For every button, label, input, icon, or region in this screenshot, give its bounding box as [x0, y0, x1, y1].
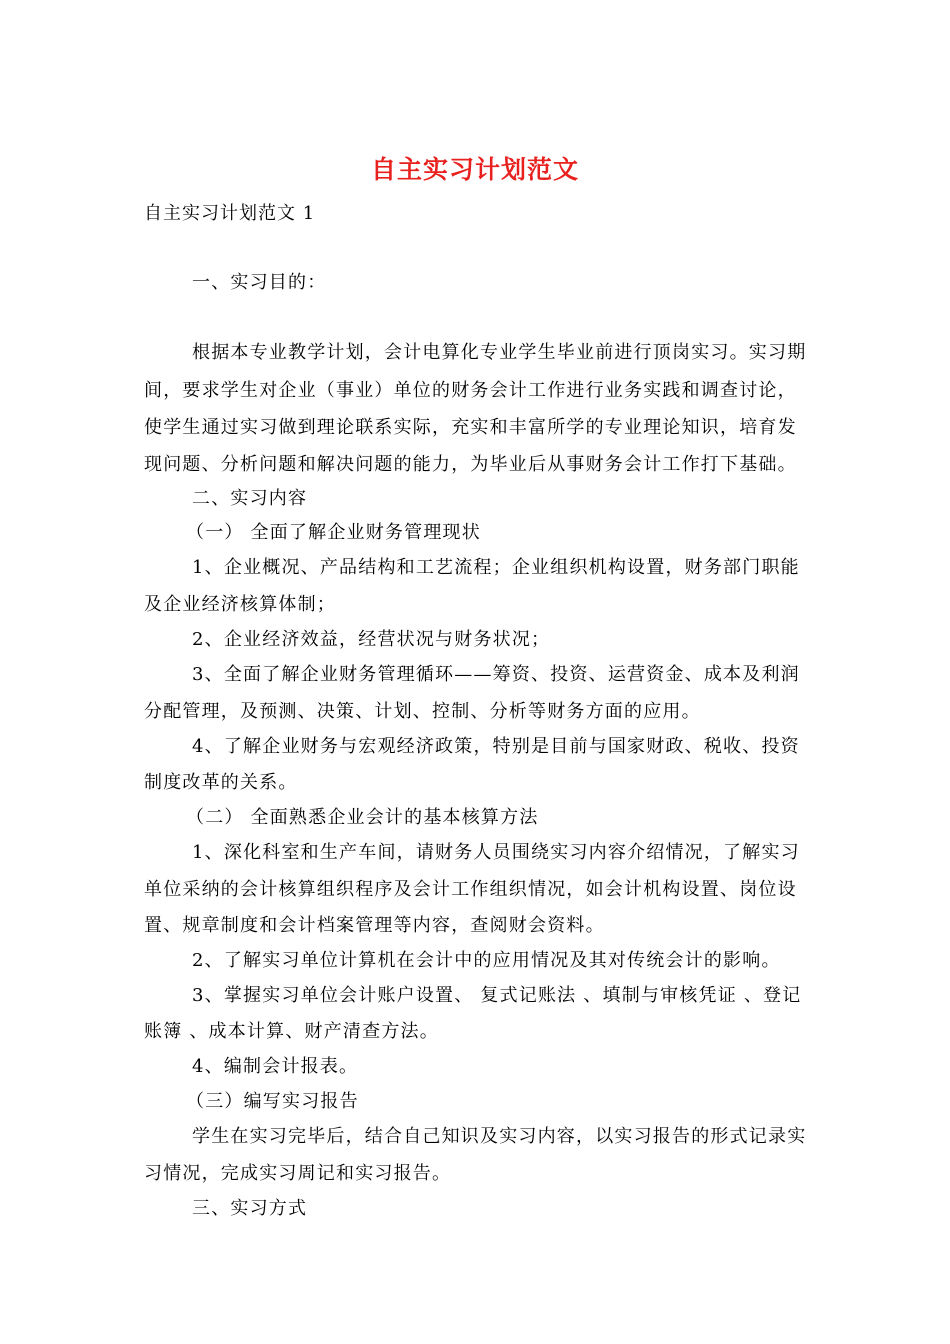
paragraph-line: 使学生通过实习做到理论联系实际，充实和丰富所学的专业理论知识，培育发 — [144, 417, 797, 438]
document-title: 自主实习计划范文 — [370, 155, 579, 184]
paragraph-line: 习情况，完成实习周记和实习报告。 — [144, 1163, 452, 1184]
section-heading-method: 三、实习方式 — [192, 1198, 308, 1219]
paragraph-line: 分配管理，及预测、决策、计划、控制、分析等财务方面的应用。 — [144, 701, 701, 722]
subsection-heading: （三）编写实习报告 — [186, 1091, 359, 1112]
paragraph-line: 3、全面了解企业财务管理循环——筹资、投资、运营资金、成本及利润 — [192, 664, 800, 685]
document-subtitle: 自主实习计划范文 1 — [144, 203, 316, 224]
paragraph-line: 间，要求学生对企业（事业）单位的财务会计工作进行业务实践和调查讨论， — [144, 380, 797, 401]
paragraph-line: 单位采纳的会计核算组织程序及会计工作组织情况，如会计机构设置、岗位设 — [144, 879, 797, 900]
section-heading-content: 二、实习内容 — [192, 488, 308, 509]
paragraph-line: 4、编制会计报表。 — [192, 1056, 359, 1077]
paragraph-line: 4、了解企业财务与宏观经济政策，特别是目前与国家财政、税收、投资 — [192, 736, 800, 757]
paragraph-line: 及企业经济核算体制； — [144, 594, 336, 615]
section-heading-purpose: 一、实习目的： — [192, 272, 327, 293]
paragraph-line: 2、了解实习单位计算机在会计中的应用情况及其对传统会计的影响。 — [192, 950, 781, 971]
paragraph-line: 学生在实习完毕后，结合自己知识及实习内容，以实习报告的形式记录实 — [192, 1126, 807, 1147]
paragraph-line: 制度改革的关系。 — [144, 772, 298, 793]
paragraph-line: 1、企业概况、产品结构和工艺流程；企业组织机构设置，财务部门职能 — [192, 557, 800, 578]
paragraph-line: 1、深化科室和生产车间，请财务人员围绕实习内容介绍情况，了解实习 — [192, 842, 800, 863]
subsection-heading: （一） 全面了解企业财务管理现状 — [186, 522, 481, 543]
paragraph-line: 根据本专业教学计划，会计电算化专业学生毕业前进行顶岗实习。实习期 — [192, 342, 807, 363]
paragraph-line: 账簿 、成本计算、财产清查方法。 — [144, 1021, 439, 1042]
paragraph-line: 置、规章制度和会计档案管理等内容，查阅财会资料。 — [144, 915, 605, 936]
subsection-heading: （二） 全面熟悉企业会计的基本核算方法 — [186, 807, 539, 828]
paragraph-line: 3、掌握实习单位会计账户设置、 复式记账法 、填制与审核凭证 、登记 — [192, 985, 802, 1006]
paragraph-line: 现问题、分析问题和解决问题的能力，为毕业后从事财务会计工作打下基础。 — [144, 454, 797, 475]
paragraph-line: 2、企业经济效益，经营状况与财务状况； — [192, 629, 551, 650]
